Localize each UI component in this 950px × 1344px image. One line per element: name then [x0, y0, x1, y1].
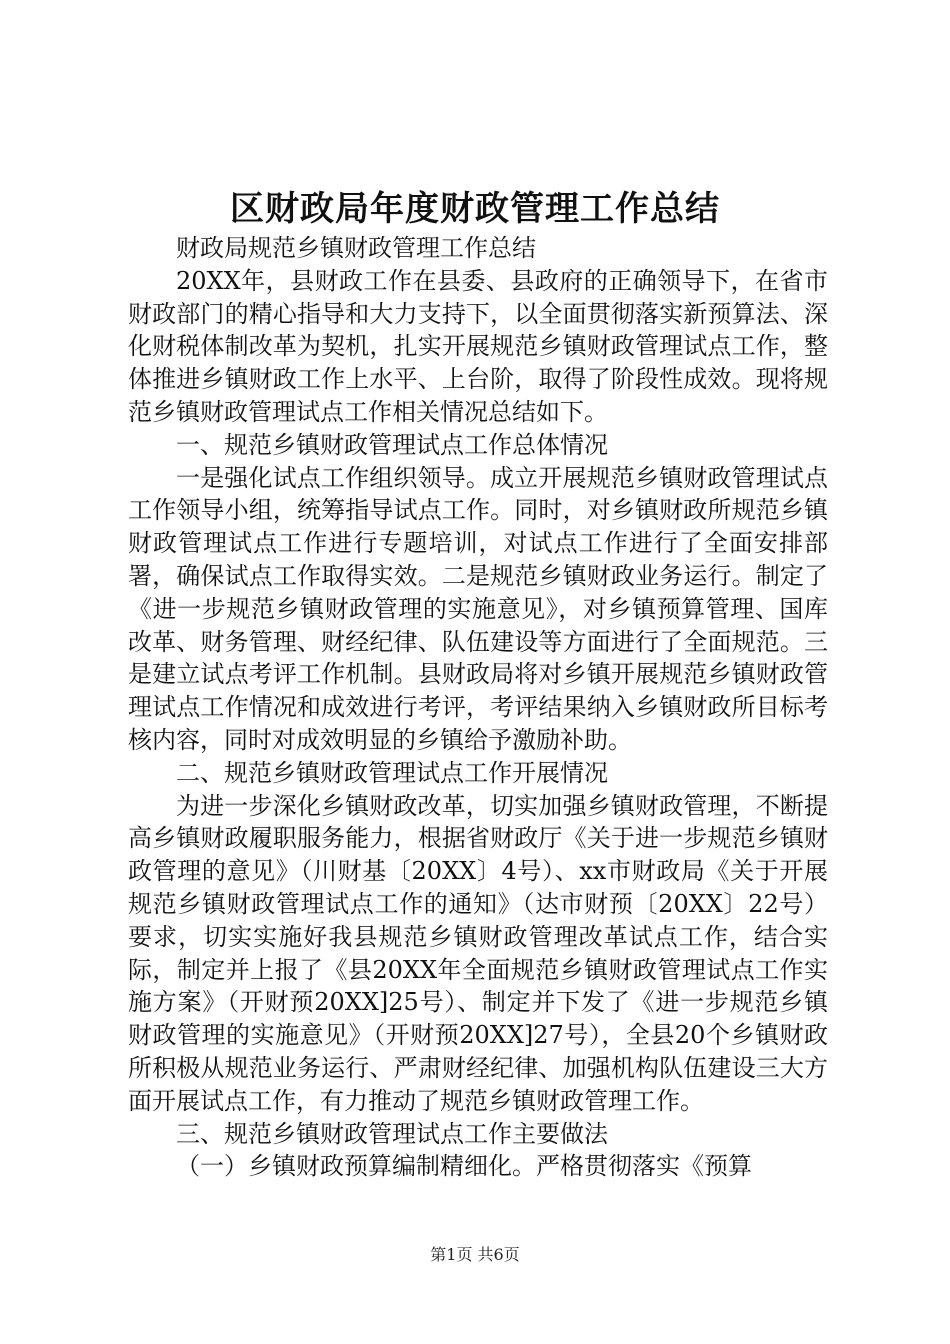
intro-paragraph: 20XX年，县财政工作在县委、县政府的正确领导下，在省市财政部门的精心指导和大力支持下，以全面贯彻落实新预算法、深化财税体制改革为契机，扎实开展规范乡镇财政管理试点工作，整体推进乡镇财政工作上水平、上台阶，取得了阶段性成效。现将规范乡镇财政管理试点工作相关情况总结如下。 [128, 266, 828, 426]
document-title: 区财政局年度财政管理工作总结 [230, 189, 720, 229]
document-body [128, 232, 828, 1183]
section-2-paragraph: 为进一步深化乡镇财政改革，切实加强乡镇财政管理，不断提高乡镇财政履职服务能力，根据省财政厅《关于进一步规范乡镇财政管理的意见》（川财基〔20XX〕4号）、xx市财政局《关于开展规范乡镇财政管理试点工作的通知》（达市财预〔20XX〕22号）要求，切实实施好我县规范乡镇财政管理改革试点工作，结合实际，制定并上报了《县20XX年全面规范乡镇财政管理试点工作实施方案》（开财预20XX]25号）、制定并下发了《进一步规范乡镇财政管理的实施意见》（开财预20XX]27号），全县20个乡镇财政所积极从规范业务运行、严肃财经纪律、加强机构队伍建设三大方面开展试点工作，有力推动了规范乡镇财政管理工作。 [128, 791, 828, 1115]
section-heading-3: 三、规范乡镇财政管理试点工作主要做法 [176, 1119, 608, 1148]
section-heading-1: 一、规范乡镇财政管理试点工作总体情况 [176, 430, 608, 459]
section-3-paragraph: （一）乡镇财政预算编制精细化。严格贯彻落实《预算 [176, 1152, 752, 1181]
section-heading-2: 二、规范乡镇财政管理试点工作开展情况 [176, 758, 608, 787]
section-1-paragraph: 一是强化试点工作组织领导。成立开展规范乡镇财政管理试点工作领导小组，统筹指导试点工作。同时，对乡镇财政所规范乡镇财政管理试点工作进行专题培训，对试点工作进行了全面安排部署，确保试点工作取得实效。二是规范乡镇财政业务运行。制定了《进一步规范乡镇财政管理的实施意见》，对乡镇预算管理、国库改革、财务管理、财经纪律、队伍建设等方面进行了全面规范。三是建立试点考评工作机制。县财政局将对乡镇开展规范乡镇财政管理试点工作情况和成效进行考评，考评结果纳入乡镇财政所目标考核内容，同时对成效明显的乡镇给予激励补助。 [128, 463, 828, 754]
subtitle-paragraph: 财政局规范乡镇财政管理工作总结 [176, 234, 536, 262]
page-number: 第1页 共6页 [430, 1245, 520, 1264]
